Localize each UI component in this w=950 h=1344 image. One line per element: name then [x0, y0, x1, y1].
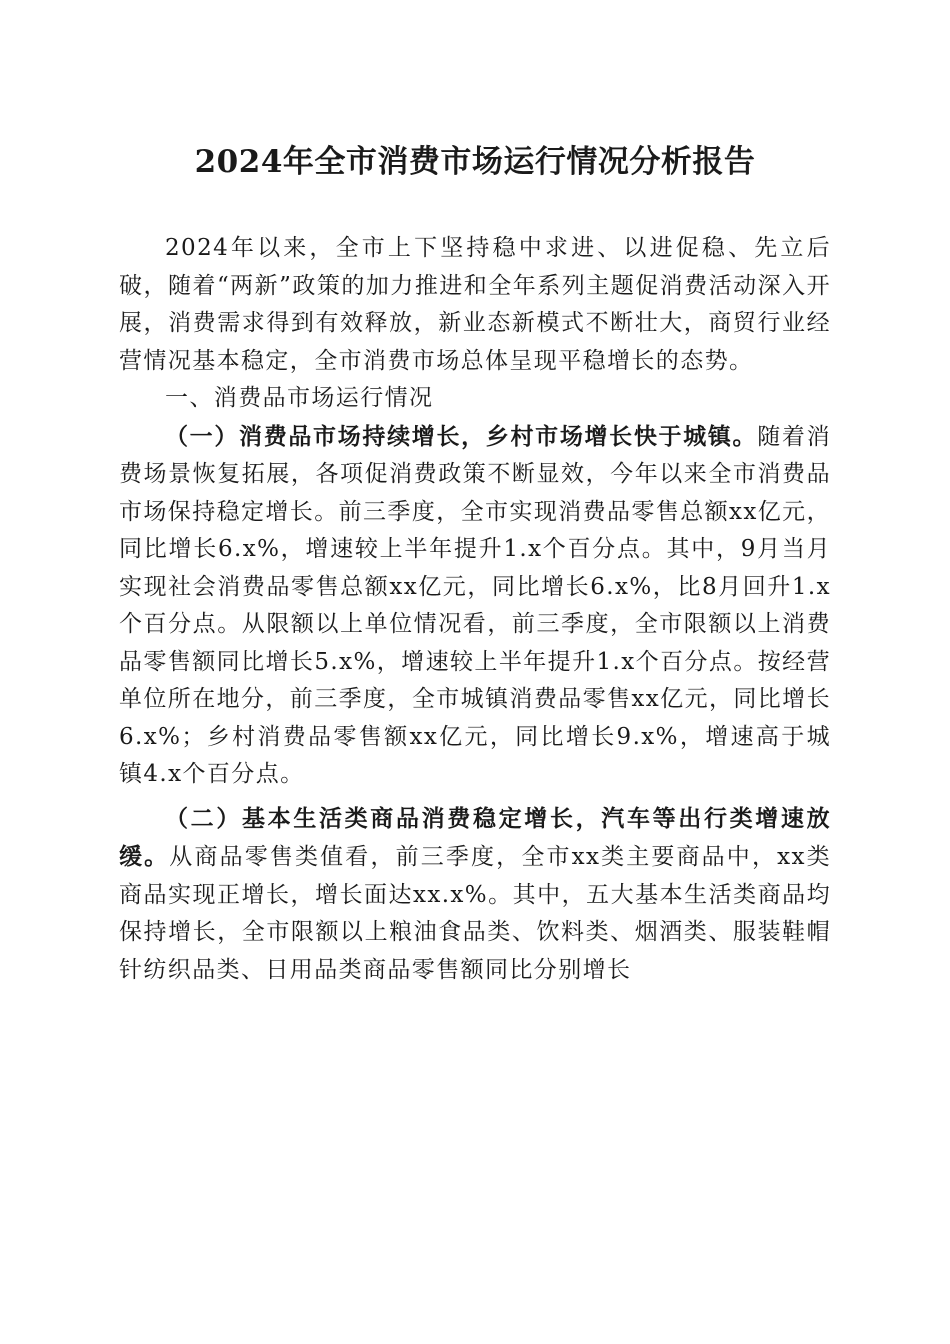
paragraph-lead: （二）基本生活类商品消费稳定增长，汽车等出行类增速放缓。: [119, 804, 831, 870]
paragraph-lead: （一）消费品市场持续增长，乡村市场增长快于城镇。: [165, 422, 758, 450]
section-heading: 一、消费品市场运行情况: [165, 385, 434, 411]
paragraph-text: 从商品零售类值看，前三季度，全市xx类主要商品中，xx类商品实现正增长，增长面达xx.x%。其中，五大基本生活类商品均保持增长，全市限额以上粮油食品类、饮料类、烟酒类、服装鞋帽针纺织品类、日用品类商品零售额同比分别增长: [119, 844, 831, 983]
document-body: [119, 230, 831, 989]
paragraph-consumer-market: [119, 418, 831, 794]
paragraph-basic-goods: [119, 800, 831, 990]
document-title: 2024年全市消费市场运行情况分析报告: [194, 144, 756, 180]
intro-paragraph: 2024年以来，全市上下坚持稳中求进、以进促稳、先立后破，随着“两新”政策的加力推进和全年系列主题促消费活动深入开展，消费需求得到有效释放，新业态新模式不断壮大，商贸行业经营情况基本稳定，全市消费市场总体呈现平稳增长的态势。: [119, 235, 831, 374]
paragraph-text: 随着消费场景恢复拓展，各项促消费政策不断显效，今年以来全市消费品市场保持稳定增长。前三季度，全市实现消费品零售总额xx亿元，同比增长6.x%，增速较上半年提升1.x个百分点。其中，9月当月实现社会消费品零售总额xx亿元，同比增长6.x%，比8月回升1.x个百分点。从限额以上单位情况看，前三季度，全市限额以上消费品零售额同比增长5.x%，增速较上半年提升1.x个百分点。按经营单位所在地分，前三季度，全市城镇消费品零售xx亿元，同比增长6.x%；乡村消费品零售额xx亿元，同比增长9.x%，增速高于城镇4.x个百分点。: [119, 423, 831, 787]
